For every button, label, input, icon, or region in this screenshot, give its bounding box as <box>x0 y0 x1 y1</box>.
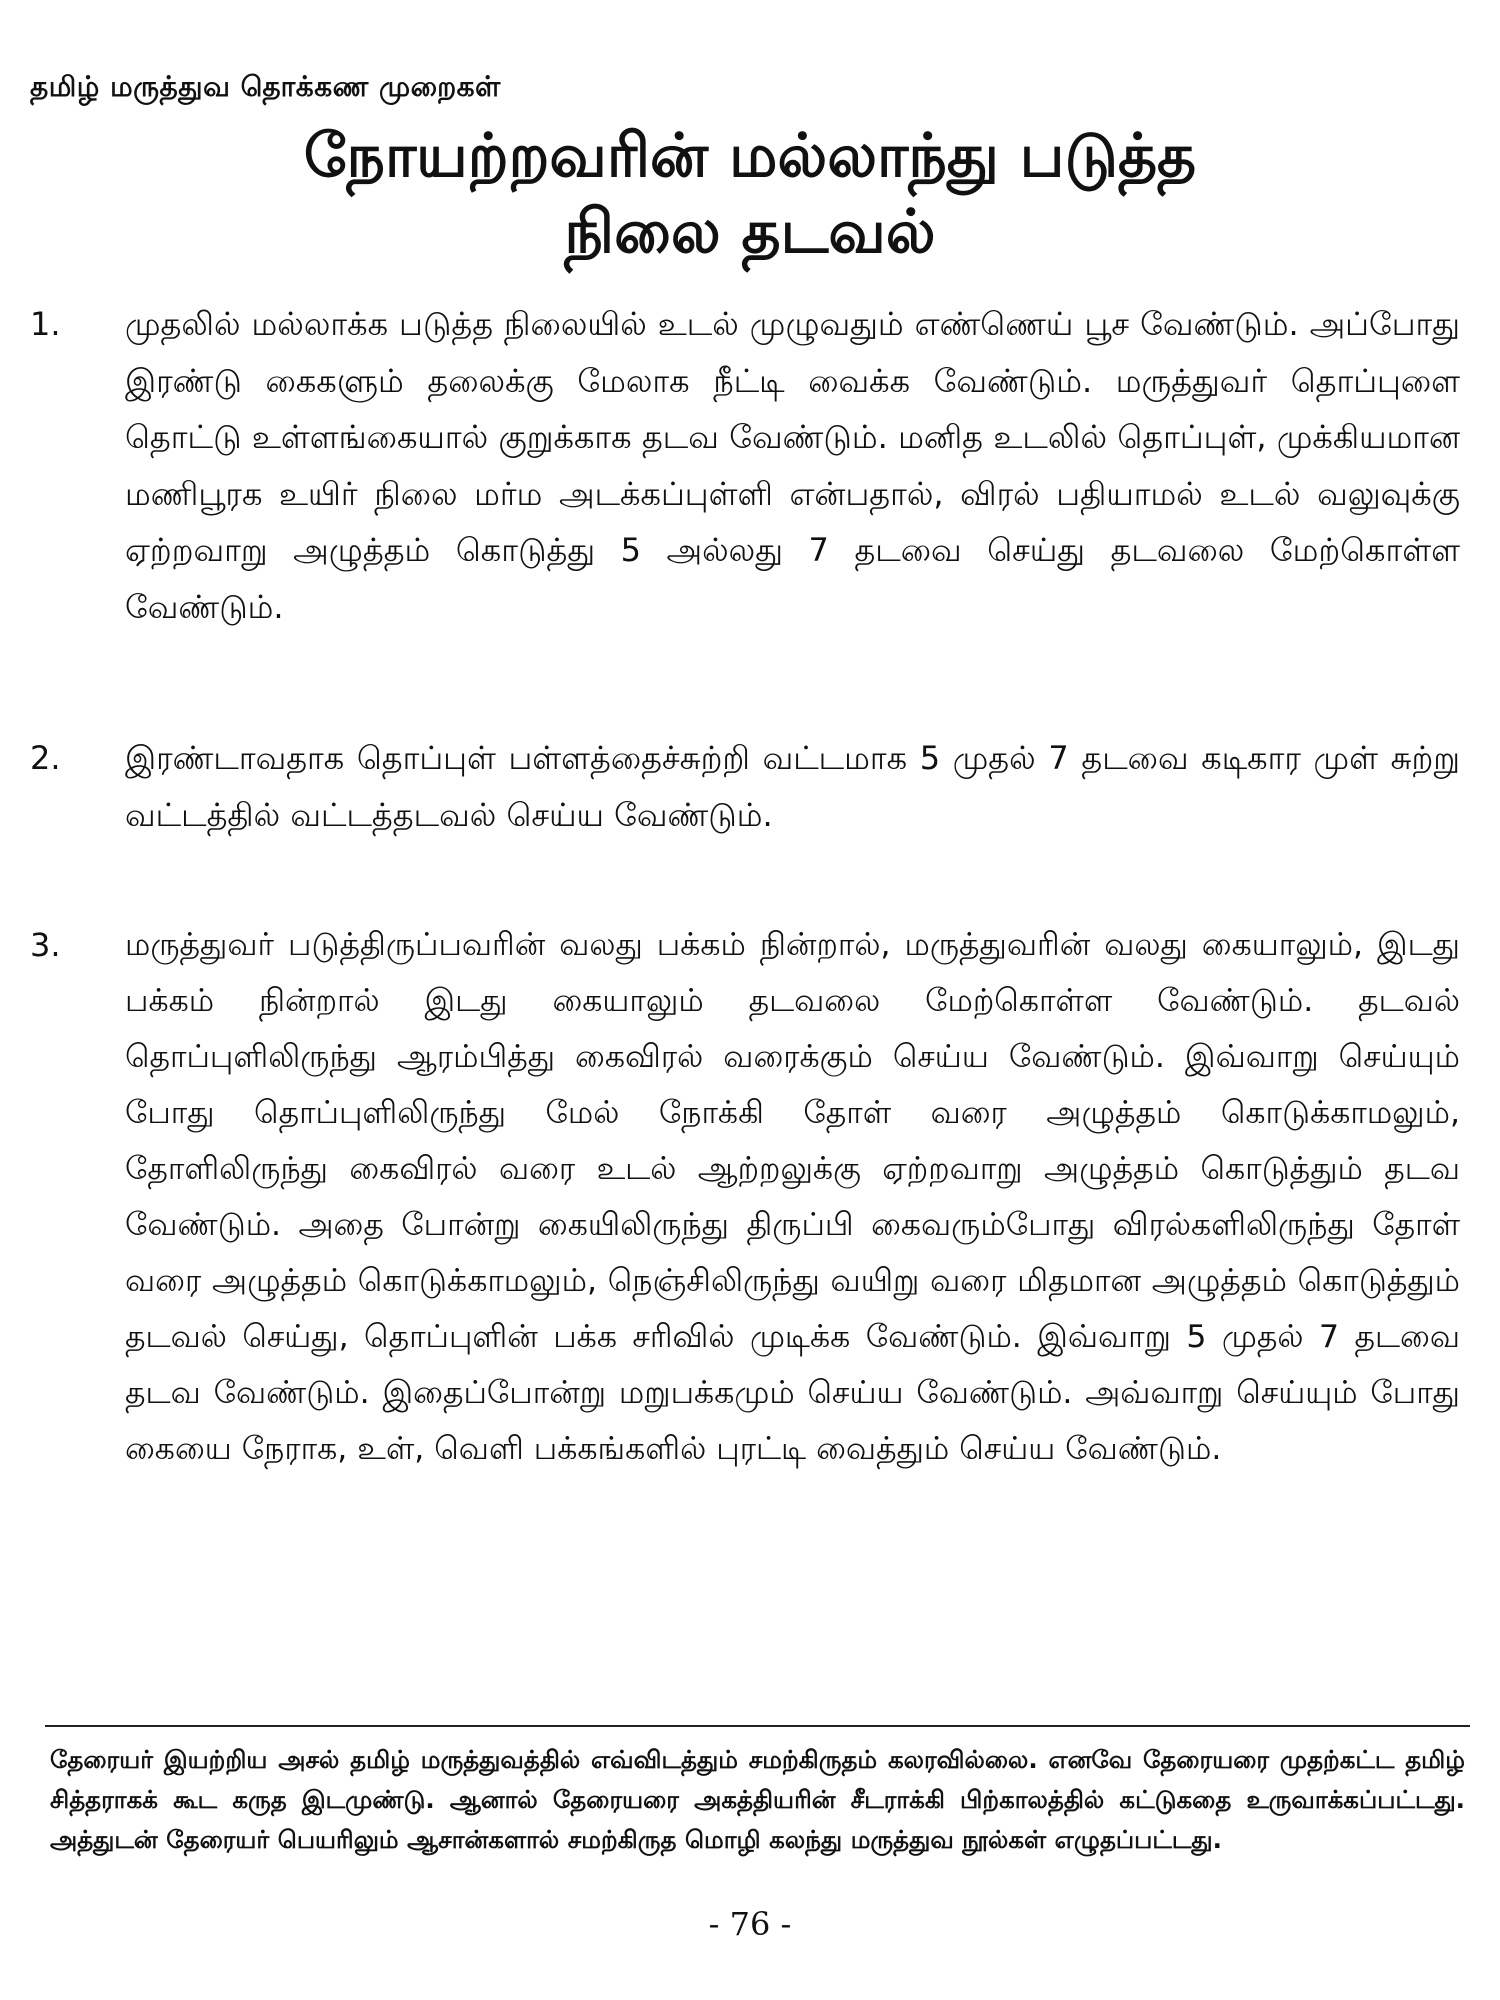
item-text: இரண்டாவதாக தொப்புள் பள்ளத்தைச்சுற்றி வட்டமாக 5 முதல் 7 தடவை கடிகார முள் சுற்று வட்டத்தில் வட்டத்தடவல் செய்ய வேண்டும். <box>125 739 1460 834</box>
page-title-line-1: நோயற்றவரின் மல்லாந்து படுத்த <box>303 121 1197 191</box>
item-text: முதலில் மல்லாக்க படுத்த நிலையில் உடல் முழுவதும் எண்ணெய் பூச வேண்டும். அப்போது இரண்டு கைகளும் தலைக்கு மேலாக நீட்டி வைக்க வேண்டும். மருத்துவர் தொப்புளை தொட்டு உள்ளங்கையால் குறுக்காக தடவ வேண்டும். மனித உடலில் தொப்புள், முக்கியமான மணிபூரக உயிர் நிலை மர்ம அடக்கப்புள்ளி என்பதால், விரல் பதியாமல் உடல் வலுவுக்கு ஏற்றவாறு அழுத்தம் கொடுத்து 5 அல்லது 7 தடவை செய்து தடவலை மேற்கொள்ள வேண்டும். <box>125 305 1460 626</box>
item-number: 1. <box>30 305 61 343</box>
footnote-divider <box>45 1725 1470 1727</box>
numbered-item-3 <box>30 917 1460 1477</box>
page-number: - 76 - <box>708 1905 792 1943</box>
numbered-item-1 <box>30 296 1460 635</box>
numbered-item-2 <box>30 730 1460 843</box>
running-header: தமிழ் மருத்துவ தொக்கண முறைகள் <box>30 70 501 103</box>
item-text: மருத்துவர் படுத்திருப்பவரின் வலது பக்கம் நின்றால், மருத்துவரின் வலது கையாலும், இடது பக்கம் நின்றால் இடது கையாலும் தடவலை மேற்கொள்ள வேண்டும். தடவல் தொப்புளிலிருந்து ஆரம்பித்து கைவிரல் வரைக்கும் செய்ய வேண்டும். இவ்வாறு செய்யும் போது தொப்புளிலிருந்து மேல் நோக்கி தோள் வரை அழுத்தம் கொடுக்காமலும், தோளிலிருந்து கைவிரல் வரை உடல் ஆற்றலுக்கு ஏற்றவாறு அழுத்தம் கொடுத்தும் தடவ வேண்டும். அதை போன்று கையிலிருந்து திருப்பி கைவரும்போது விரல்களிலிருந்து தோள் வரை அழுத்தம் கொடுக்காமலும், நெஞ்சிலிருந்து வயிறு வரை மிதமான அழுத்தம் கொடுத்தும் தடவல் செய்து, தொப்புளின் பக்க சரிவில் முடிக்க வேண்டும். இவ்வாறு 5 முதல் 7 தடவை தடவ வேண்டும். இதைப்போன்று மறுபக்கமும் செய்ய வேண்டும். அவ்வாறு செய்யும் போது கையை நேராக, உள், வெளி பக்கங்களில் புரட்டி வைத்தும் செய்ய வேண்டும். <box>125 927 1460 1467</box>
page-title <box>0 118 1500 270</box>
item-number: 2. <box>30 739 61 777</box>
item-number: 3. <box>30 926 61 964</box>
page-title-line-2: நிலை தடவல் <box>564 197 936 267</box>
footnote: தேரையர் இயற்றிய அசல் தமிழ் மருத்துவத்தில் எவ்விடத்தும் சமற்கிருதம் கலரவில்லை. எனவே தேரையரை முதற்கட்ட தமிழ் சித்தராகக் கூட கருத இடமுண்டு. ஆனால் தேரையரை அகத்தியரின் சீடராக்கி பிற்காலத்தில் கட்டுகதை உருவாக்கப்பட்டது. அத்துடன் தேரையர் பெயரிலும் ஆசான்களால் சமற்கிருத மொழி கலந்து மருத்துவ நூல்கள் எழுதப்பட்டது. <box>50 1745 1465 1854</box>
